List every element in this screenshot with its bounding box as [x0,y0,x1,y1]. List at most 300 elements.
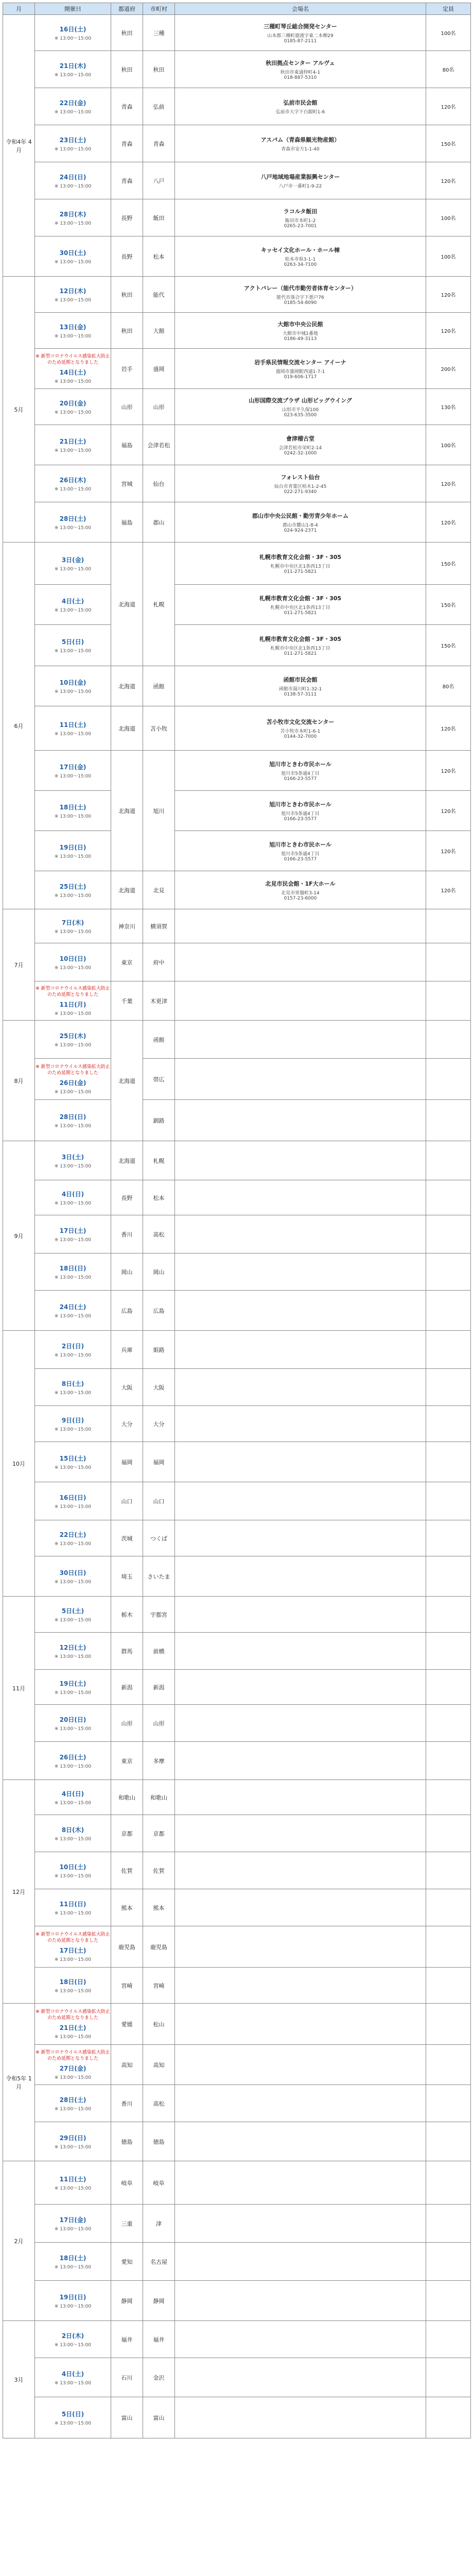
event-time: ※ 13:00〜15:00 [54,854,92,859]
date-cell [35,236,111,277]
event-date: 3日(金) [61,556,84,564]
city-cell: 釧路 [143,1100,175,1141]
venue-cell [175,2004,426,2045]
venue-cell [175,1021,426,1059]
capacity-cell [426,1442,471,1482]
prefecture-cell: 青森 [111,88,143,125]
date-cell [35,162,111,199]
date-cell [35,1670,111,1705]
event-time: ※ 13:00〜15:00 [54,2144,92,2150]
table-row [3,706,471,751]
venue-cell [175,1215,426,1253]
city-cell: 京都 [143,1815,175,1852]
event-time: ※ 13:00〜15:00 [54,1726,92,1732]
venue-cell [175,585,426,625]
event-date: 16日(土) [59,25,86,33]
event-date: 26日(金) [59,1079,86,1087]
venue-name: 岩手県民情報交流センター アイーナ [254,359,346,366]
date-cell [35,2321,111,2358]
event-date: 17日(金) [59,2216,86,2224]
date-cell [35,1369,111,1406]
venue-cell [175,1968,426,2004]
event-date: 3日(土) [61,1153,84,1161]
date-cell [35,2397,111,2438]
venue-phone: 0144-32-7000 [284,734,317,739]
venue-name: アスパム（青森県観光物産館） [260,136,340,143]
event-time: ※ 13:00〜15:00 [54,731,92,737]
city-cell: 姫路 [143,1331,175,1369]
capacity-cell [426,1215,471,1253]
month-cell: 8月 [3,1021,35,1141]
event-time: ※ 13:00〜15:00 [54,109,92,115]
date-cell [35,88,111,125]
date-cell [35,125,111,162]
month-cell: 11月 [3,1597,35,1780]
venue-cell [175,909,426,943]
date-cell [35,1059,111,1100]
capacity-cell [426,1180,471,1215]
event-date: 10日(金) [59,679,86,686]
table-row [3,1520,471,1556]
event-date: 19日(土) [59,1680,86,1687]
prefecture-cell: 北海道 [111,751,143,871]
venue-phone: 0263-34-7100 [284,262,317,267]
event-date: 30日(土) [59,249,86,257]
capacity-cell [426,1705,471,1742]
event-time: ※ 13:00〜15:00 [54,1089,92,1095]
venue-cell [175,1180,426,1215]
event-time: ※ 13:00〜15:00 [54,1617,92,1623]
venue-cell [175,199,426,236]
prefecture-cell: 神奈川 [111,909,143,943]
table-row [3,199,471,236]
city-cell: 大館 [143,313,175,349]
venue-phone: 011-271-5821 [284,610,317,616]
venue-cell [175,543,426,585]
date-cell [35,1742,111,1780]
table-row [3,425,471,465]
venue-phone: 0157-23-6000 [284,895,317,901]
city-cell: 松本 [143,1180,175,1215]
event-date: 28日(土) [59,515,86,522]
date-cell [35,1215,111,1253]
table-row [3,2122,471,2161]
prefecture-cell: 愛知 [111,2243,143,2281]
postponed-note: ※ 新型コロナウイルス感染拡大防止のため延期となりました [36,986,110,997]
event-date: 26日(土) [59,1753,86,1761]
city-cell: 佐賀 [143,1852,175,1889]
venue-address: 八戸市一番町1-9-22 [278,183,322,189]
date-cell [35,909,111,943]
prefecture-cell: 北海道 [111,871,143,909]
date-cell [35,51,111,88]
prefecture-cell: 大阪 [111,1369,143,1406]
event-date: 16日(日) [59,1494,86,1501]
venue-cell [175,1705,426,1742]
capacity-cell: 120名 [426,465,471,502]
event-date: 8日(土) [61,1380,84,1387]
event-time: ※ 13:00〜15:00 [54,525,92,531]
event-date: 28日(日) [59,1113,86,1121]
prefecture-cell: 和歌山 [111,1780,143,1815]
city-cell: 松本 [143,236,175,277]
table-row [3,666,471,706]
event-time: ※ 13:00〜15:00 [54,2185,92,2191]
venue-address: 札幌市中央区北1条西13丁目 [270,605,330,611]
date-cell [35,2243,111,2281]
venue-cell [175,1633,426,1670]
capacity-cell [426,981,471,1021]
event-time: ※ 13:00〜15:00 [54,1836,92,1842]
date-cell [35,1705,111,1742]
city-cell: 高知 [143,2045,175,2085]
venue-cell [175,2321,426,2358]
capacity-cell [426,1291,471,1331]
city-cell: 会津若松 [143,425,175,465]
capacity-cell: 80名 [426,666,471,706]
table-row [3,1100,471,1141]
prefecture-cell: 高知 [111,2045,143,2085]
schedule-body [3,15,471,2438]
event-date: 18日(土) [59,803,86,811]
event-time: ※ 13:00〜15:00 [54,607,92,613]
date-cell [35,313,111,349]
postponed-note: ※ 新型コロナウイルス感染拡大防止のため延期となりました [36,2009,110,2021]
capacity-cell [426,2205,471,2243]
prefecture-cell: 長野 [111,236,143,277]
table-row [3,625,471,666]
city-cell: 新潟 [143,1670,175,1705]
capacity-cell [426,1556,471,1597]
schedule-table [3,3,471,2438]
venue-cell [175,349,426,389]
postponed-note: ※ 新型コロナウイルス感染拡大防止のため延期となりました [36,1064,110,1076]
venue-cell [175,1556,426,1597]
venue-cell [175,1815,426,1852]
event-time: ※ 13:00〜15:00 [54,259,92,265]
event-date: 5日(日) [61,638,84,646]
venue-cell [175,125,426,162]
venue-cell [175,502,426,543]
city-cell: 札幌 [143,543,175,666]
capacity-cell [426,1482,471,1520]
prefecture-cell: 北海道 [111,1141,143,1180]
event-date: 9日(日) [61,1416,84,1424]
event-date: 17日(土) [59,1946,86,1954]
event-time: ※ 13:00〜15:00 [54,72,92,78]
event-date: 21日(土) [59,437,86,445]
event-date: 2日(日) [61,1342,84,1350]
header-city: 市町村 [143,3,175,15]
venue-name: 函館市民会館 [283,676,318,683]
event-date: 11日(月) [59,1001,86,1008]
table-row [3,909,471,943]
prefecture-cell: 福島 [111,425,143,465]
venue-phone: 0242-32-1000 [284,450,317,456]
event-date: 28日(木) [59,210,86,218]
event-date: 5日(日) [61,2410,84,2418]
table-row [3,313,471,349]
venue-cell [175,1100,426,1141]
venue-address: 山形市平久保100 [282,407,319,413]
city-cell: 大阪 [143,1369,175,1406]
city-cell: 飯田 [143,199,175,236]
event-date: 26日(木) [59,476,86,484]
prefecture-cell: 埼玉 [111,1556,143,1597]
event-time: ※ 13:00〜15:00 [54,1654,92,1659]
capacity-cell: 120名 [426,313,471,349]
venue-cell [175,389,426,425]
prefecture-cell: 大分 [111,1406,143,1442]
city-cell: さいたま [143,1556,175,1597]
date-cell [35,389,111,425]
date-cell [35,2205,111,2243]
capacity-cell [426,2243,471,2281]
table-row [3,51,471,88]
venue-cell [175,1406,426,1442]
header-prefecture: 都道府 [111,3,143,15]
venue-cell [175,2085,426,2122]
table-row [3,543,471,585]
capacity-cell [426,2397,471,2438]
event-time: ※ 13:00〜15:00 [54,893,92,899]
city-cell: 秋田 [143,51,175,88]
venue-cell [175,2358,426,2397]
city-cell: 府中 [143,943,175,981]
capacity-cell: 120名 [426,277,471,313]
date-cell [35,2358,111,2397]
prefecture-cell: 北海道 [111,543,143,666]
month-cell: 6月 [3,543,35,909]
event-time: ※ 13:00〜15:00 [54,2420,92,2426]
date-cell [35,2045,111,2085]
venue-name: 山形国際交流プラザ 山形ビッグウイング [249,397,352,404]
prefecture-cell: 岩手 [111,349,143,389]
venue-cell [175,1742,426,1780]
venue-phone: 023-635-3500 [284,412,317,418]
venue-cell [175,2281,426,2321]
venue-phone: 019-606-1717 [284,374,317,380]
date-cell [35,543,111,585]
event-time: ※ 13:00〜15:00 [54,773,92,779]
event-time: ※ 13:00〜15:00 [54,1957,92,1962]
event-time: ※ 13:00〜15:00 [54,379,92,384]
table-row [3,1406,471,1442]
date-cell [35,1780,111,1815]
event-date: 12日(木) [59,287,86,295]
event-date: 14日(土) [59,368,86,376]
event-time: ※ 13:00〜15:00 [54,448,92,453]
city-cell: 北見 [143,871,175,909]
prefecture-cell: 宮城 [111,465,143,502]
table-row [3,871,471,909]
header-month: 月 [3,3,35,15]
city-cell: 静岡 [143,2281,175,2321]
month-cell: 3月 [3,2321,35,2438]
prefecture-cell: 東京 [111,943,143,981]
event-time: ※ 13:00〜15:00 [54,1427,92,1432]
capacity-cell [426,1100,471,1141]
city-cell: 岡山 [143,1253,175,1291]
venue-name: 郡山市中央公民館・勤労青少年ホーム [252,512,348,519]
city-cell: 鹿児島 [143,1926,175,1968]
table-row [3,2243,471,2281]
table-row [3,1141,471,1180]
capacity-cell: 100名 [426,236,471,277]
prefecture-cell: 香川 [111,2085,143,2122]
event-date: 21日(木) [59,62,86,70]
date-cell [35,1180,111,1215]
city-cell: 宮崎 [143,1968,175,2004]
event-date: 12日(土) [59,1643,86,1651]
venue-cell [175,2161,426,2205]
venue-cell [175,277,426,313]
capacity-cell: 150名 [426,625,471,666]
event-time: ※ 13:00〜15:00 [54,1163,92,1169]
venue-address: 飯田市本町1-2 [285,218,316,224]
event-time: ※ 13:00〜15:00 [54,221,92,226]
event-date: 15日(土) [59,1454,86,1462]
venue-cell [175,981,426,1021]
event-time: ※ 13:00〜15:00 [54,2034,92,2040]
venue-phone: 0166-23-5577 [284,816,317,822]
prefecture-cell: 群馬 [111,1633,143,1670]
capacity-cell [426,1815,471,1852]
city-cell: 山形 [143,1705,175,1742]
date-cell [35,1406,111,1442]
venue-address: 青森市安方1-1-40 [281,146,320,152]
table-row [3,1021,471,1059]
city-cell: 宇都宮 [143,1597,175,1633]
prefecture-cell: 秋田 [111,15,143,51]
prefecture-cell: 福岡 [111,1442,143,1482]
city-cell: 木更津 [143,981,175,1021]
event-time: ※ 13:00〜15:00 [54,965,92,971]
venue-cell [175,831,426,871]
table-header-row [3,3,471,15]
date-cell [35,1253,111,1291]
event-date: 17日(金) [59,763,86,771]
venue-cell [175,236,426,277]
table-row [3,1926,471,1968]
venue-cell [175,1141,426,1180]
venue-address: 山本郡三種町鹿渡字東二本柳29 [267,33,334,39]
date-cell [35,1926,111,1968]
venue-phone: 0166-23-5577 [284,776,317,782]
event-date: 24日(土) [59,1303,86,1311]
table-row [3,349,471,389]
event-time: ※ 13:00〜15:00 [54,1390,92,1396]
venue-cell [175,465,426,502]
event-date: 5日(土) [61,1607,84,1615]
header-venue: 会場名 [175,3,426,15]
venue-name: 札幌市教育文化会館・3F・305 [259,635,342,642]
postponed-note: ※ 新型コロナウイルス感染拡大防止のため延期となりました [36,2049,110,2061]
capacity-cell: 120名 [426,88,471,125]
venue-phone: 011-271-5821 [284,569,317,574]
event-date: 2日(木) [61,2332,84,2340]
prefecture-cell: 岐阜 [111,2161,143,2205]
prefecture-cell: 岡山 [111,1253,143,1291]
venue-cell [175,51,426,88]
event-date: 18日(土) [59,2254,86,2262]
venue-phone: 0185-87-2111 [284,38,317,44]
event-date: 11日(日) [59,1900,86,1908]
city-cell: 苫小牧 [143,706,175,751]
event-time: ※ 13:00〜15:00 [54,36,92,41]
venue-address: 旭川市5条通4丁目 [281,851,320,857]
venue-cell [175,2397,426,2438]
venue-name: 旭川市ときわ市民ホール [269,841,331,848]
table-row [3,1597,471,1633]
venue-cell [175,1597,426,1633]
event-time: ※ 13:00〜15:00 [54,146,92,152]
capacity-cell [426,909,471,943]
city-cell: 多摩 [143,1742,175,1780]
capacity-cell [426,943,471,981]
venue-cell [175,1059,426,1100]
date-cell [35,199,111,236]
venue-cell [175,625,426,666]
table-row [3,162,471,199]
city-cell: 岐阜 [143,2161,175,2205]
venue-cell [175,1369,426,1406]
capacity-cell: 120名 [426,751,471,791]
venue-phone: 024-924-2371 [284,528,317,533]
capacity-cell [426,1406,471,1442]
venue-address: 札幌市中央区北1条西13丁目 [270,646,330,651]
date-cell [35,1815,111,1852]
city-cell: 高松 [143,2085,175,2122]
event-date: 13日(金) [59,323,86,331]
prefecture-cell: 愛媛 [111,2004,143,2045]
prefecture-cell: 徳島 [111,2122,143,2161]
event-time: ※ 13:00〜15:00 [54,410,92,415]
table-row [3,791,471,831]
capacity-cell [426,1021,471,1059]
city-cell: 青森 [143,125,175,162]
month-cell: 2月 [3,2161,35,2321]
event-time: ※ 13:00〜15:00 [54,1123,92,1129]
month-cell: 9月 [3,1141,35,1331]
month-cell: 7月 [3,909,35,1021]
event-date: 22日(金) [59,99,86,107]
table-row [3,1968,471,2004]
table-row [3,1556,471,1597]
venue-address: 苫小牧市本町1-6-1 [280,728,321,734]
city-cell: 弘前 [143,88,175,125]
event-date: 25日(木) [59,1032,86,1040]
capacity-cell [426,2085,471,2122]
city-cell: 高松 [143,1215,175,1253]
event-time: ※ 13:00〜15:00 [54,2342,92,2348]
capacity-cell [426,1889,471,1926]
date-cell [35,1291,111,1331]
prefecture-cell: 千葉 [111,981,143,1021]
table-row [3,1482,471,1520]
date-cell [35,625,111,666]
capacity-cell: 100名 [426,199,471,236]
venue-address: 盛岡市盛岡駅西通1-7-1 [275,369,325,375]
venue-cell [175,1331,426,1369]
venue-cell [175,15,426,51]
event-time: ※ 13:00〜15:00 [54,2226,92,2232]
event-time: ※ 13:00〜15:00 [54,297,92,303]
venue-phone: 018-887-5310 [284,75,317,80]
venue-cell [175,666,426,706]
date-cell [35,1597,111,1633]
venue-cell [175,162,426,199]
